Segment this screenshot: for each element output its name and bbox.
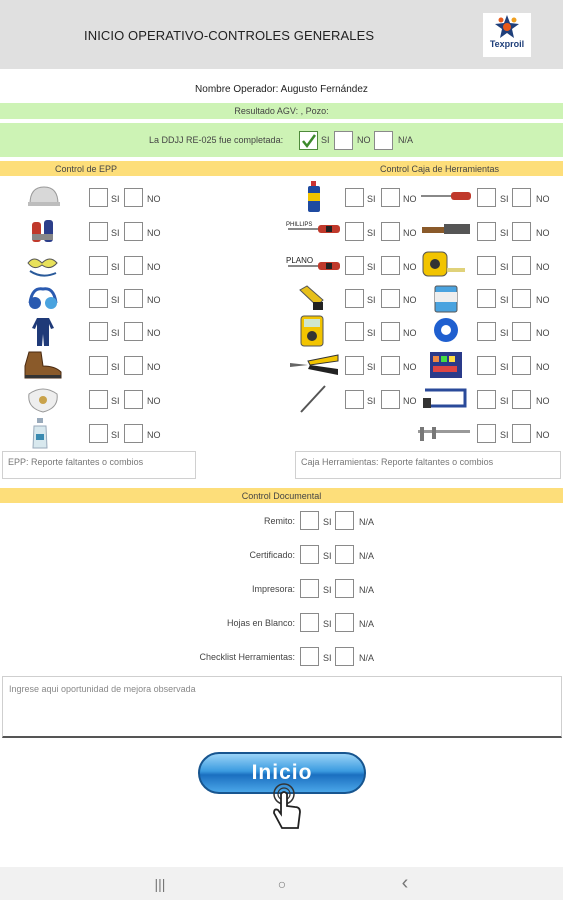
- home-nav-button[interactable]: ○: [277, 875, 287, 892]
- epp-4-no-label: NO: [147, 295, 161, 305]
- spray-bottle-icon: [31, 418, 49, 455]
- doc-impresora-na-label: N/A: [359, 585, 375, 595]
- documental-band: [0, 488, 563, 503]
- tool-l1-no-checkbox[interactable]: [381, 188, 400, 207]
- tool-r2-no-label: NO: [536, 228, 550, 238]
- tool-l3-no-label: NO: [403, 262, 417, 272]
- doc-remito-na-label: N/A: [359, 517, 375, 527]
- tool-l2-no-checkbox[interactable]: [381, 222, 400, 241]
- app-header: [0, 0, 563, 69]
- epp-5-si-label: SI: [111, 328, 120, 338]
- epp-4-no-checkbox[interactable]: [124, 289, 143, 308]
- epp-8-si-label: SI: [111, 430, 120, 440]
- phillips-screwdriver-icon: [286, 222, 342, 243]
- epp-1-si-checkbox[interactable]: [89, 188, 108, 207]
- caliper-icon: [416, 424, 472, 447]
- ddjj-na-label: N/A: [398, 135, 414, 145]
- epp-section-title: Control de EPP: [55, 164, 118, 174]
- gloves-icon: [30, 216, 56, 251]
- tool-l1-si-checkbox[interactable]: [345, 188, 364, 207]
- tool-r8-no-label: NO: [536, 430, 550, 440]
- tool-r6-no-checkbox[interactable]: [512, 356, 531, 375]
- epp-7-si-checkbox[interactable]: [89, 390, 108, 409]
- epp-5-si-checkbox[interactable]: [89, 322, 108, 341]
- doc-impresora-si-checkbox[interactable]: [300, 579, 319, 598]
- ddjj-si-checkbox[interactable]: [299, 131, 318, 150]
- doc-remito-si-checkbox[interactable]: [300, 511, 319, 530]
- epp-5-no-checkbox[interactable]: [124, 322, 143, 341]
- tool-l1-no-label: NO: [403, 194, 417, 204]
- tool-r5-no-label: NO: [536, 328, 550, 338]
- doc-checklist-si-checkbox[interactable]: [300, 647, 319, 666]
- epp-report-input[interactable]: EPP: Reporte faltantes o combios: [2, 451, 196, 479]
- coverall-icon: [31, 316, 55, 353]
- texproil-logo: [483, 13, 531, 57]
- resultado-text: Resultado AGV: , Pozo:: [234, 106, 329, 116]
- tool-r5-si-checkbox[interactable]: [477, 322, 496, 341]
- tool-l1-si-label: SI: [367, 194, 376, 204]
- tool-r6-si-checkbox[interactable]: [477, 356, 496, 375]
- tool-r3-si-checkbox[interactable]: [477, 256, 496, 275]
- tool-r3-no-label: NO: [536, 262, 550, 272]
- recents-nav-button[interactable]: |||: [154, 875, 166, 892]
- ddjj-no-label: NO: [357, 135, 371, 145]
- tool-r7-si-checkbox[interactable]: [477, 390, 496, 409]
- logo-text: Texproil: [489, 39, 525, 49]
- tool-l6-si-checkbox[interactable]: [345, 356, 364, 375]
- screwdriver-icon: [419, 189, 473, 207]
- tool-r5-si-label: SI: [500, 328, 509, 338]
- tool-l2-si-checkbox[interactable]: [345, 222, 364, 241]
- observation-textarea[interactable]: Ingrese aqui oportunidad de mejora observada: [2, 676, 562, 738]
- sealant-can-icon: [432, 282, 460, 319]
- hand-pointer-icon: [268, 780, 304, 837]
- multimeter-icon: [299, 315, 325, 352]
- checkmark-icon: [301, 133, 317, 149]
- epp-6-si-label: SI: [111, 362, 120, 372]
- tool-l7-no-label: NO: [403, 396, 417, 406]
- doc-hojas-si-checkbox[interactable]: [300, 613, 319, 632]
- tool-r1-no-checkbox[interactable]: [512, 188, 531, 207]
- tool-l5-no-checkbox[interactable]: [381, 322, 400, 341]
- resultado-band: [0, 103, 563, 119]
- doc-hojas-na-checkbox[interactable]: [335, 613, 354, 632]
- doc-certificado-na-label: N/A: [359, 551, 375, 561]
- plano-text: PLANO: [286, 256, 314, 265]
- tool-r3-si-label: SI: [500, 262, 509, 272]
- doc-remito-na-checkbox[interactable]: [335, 511, 354, 530]
- doc-hojas-si-label: SI: [323, 619, 332, 629]
- operator-name: Nombre Operador: Augusto Fernández: [195, 84, 368, 95]
- caja-report-input[interactable]: Caja Herramientas: Reporte faltantes o combios: [295, 451, 561, 479]
- doc-impresora-si-label: SI: [323, 585, 332, 595]
- epp-6-no-label: NO: [147, 362, 161, 372]
- tool-l6-si-label: SI: [367, 362, 376, 372]
- tool-r4-si-label: SI: [500, 295, 509, 305]
- system-nav-bar: [0, 867, 563, 900]
- tool-l7-no-checkbox[interactable]: [381, 390, 400, 409]
- tool-l4-no-label: NO: [403, 295, 417, 305]
- epp-caja-band: [0, 161, 563, 176]
- doc-remito-label: Remito:: [263, 516, 295, 526]
- epp-2-si-label: SI: [111, 228, 120, 238]
- back-nav-button[interactable]: ‹: [401, 872, 409, 894]
- tool-r1-si-checkbox[interactable]: [477, 188, 496, 207]
- doc-remito-si-label: SI: [323, 517, 332, 527]
- documental-section-title: Control Documental: [241, 491, 322, 501]
- doc-certificado-si-label: SI: [323, 551, 332, 561]
- epp-1-si-label: SI: [111, 194, 120, 204]
- tool-r8-no-checkbox[interactable]: [512, 424, 531, 443]
- tool-l5-no-label: NO: [403, 328, 417, 338]
- ddjj-na-checkbox[interactable]: [374, 131, 393, 150]
- ddjj-no-checkbox[interactable]: [334, 131, 353, 150]
- epp-2-no-checkbox[interactable]: [124, 222, 143, 241]
- tool-r1-no-label: NO: [536, 194, 550, 204]
- doc-hojas-label: Hojas en Blanco:: [226, 618, 295, 628]
- safety-glasses-icon: [24, 251, 60, 284]
- epp-5-no-label: NO: [147, 328, 161, 338]
- epp-7-si-label: SI: [111, 396, 120, 406]
- epp-3-no-checkbox[interactable]: [124, 256, 143, 275]
- tool-r6-si-label: SI: [500, 362, 509, 372]
- doc-certificado-label: Certificado:: [249, 550, 295, 560]
- epp-1-no-label: NO: [147, 194, 161, 204]
- doc-checklist-na-checkbox[interactable]: [335, 647, 354, 666]
- epp-6-si-checkbox[interactable]: [89, 356, 108, 375]
- tool-r4-no-label: NO: [536, 295, 550, 305]
- phillips-text: PHILLIPS: [286, 222, 313, 228]
- tool-r7-no-label: NO: [536, 396, 550, 406]
- epp-8-si-checkbox[interactable]: [89, 424, 108, 443]
- tool-l4-si-label: SI: [367, 295, 376, 305]
- ddjj-label: La DDJJ RE-025 fue completada:: [149, 135, 284, 145]
- tool-r7-no-checkbox[interactable]: [512, 390, 531, 409]
- safety-boot-icon: [21, 350, 63, 385]
- doc-checklist-na-label: N/A: [359, 653, 375, 663]
- pliers-icon: [288, 353, 340, 382]
- doc-checklist-label: Checklist Herramientas:: [199, 652, 295, 662]
- wd40-spray-icon: [306, 181, 322, 218]
- flat-screwdriver-icon: [286, 256, 342, 279]
- tool-r4-si-checkbox[interactable]: [477, 289, 496, 308]
- epp-3-si-checkbox[interactable]: [89, 256, 108, 275]
- ddjj-si-label: SI: [321, 135, 330, 145]
- ddjj-band: [0, 123, 563, 157]
- insulating-tape-icon: [432, 316, 460, 349]
- tool-r1-si-label: SI: [500, 194, 509, 204]
- respirator-mask-icon: [24, 384, 62, 419]
- tool-r6-no-label: NO: [536, 362, 550, 372]
- tool-l4-si-checkbox[interactable]: [345, 289, 364, 308]
- tool-l6-no-checkbox[interactable]: [381, 356, 400, 375]
- doc-checklist-si-label: SI: [323, 653, 332, 663]
- tool-l7-si-checkbox[interactable]: [345, 390, 364, 409]
- wire-brush-icon: [420, 221, 472, 244]
- tool-l2-si-label: SI: [367, 228, 376, 238]
- tool-l3-si-checkbox[interactable]: [345, 256, 364, 275]
- tool-r8-si-checkbox[interactable]: [477, 424, 496, 443]
- doc-certificado-si-checkbox[interactable]: [300, 545, 319, 564]
- tool-l5-si-label: SI: [367, 328, 376, 338]
- socket-set-icon: [428, 350, 464, 385]
- scribe-icon: [299, 384, 327, 419]
- tool-l6-no-label: NO: [403, 362, 417, 372]
- tape-measure-icon: [421, 250, 467, 283]
- helmet-icon: [27, 184, 61, 213]
- tool-r4-no-checkbox[interactable]: [512, 289, 531, 308]
- tool-l3-no-checkbox[interactable]: [381, 256, 400, 275]
- tool-l5-si-checkbox[interactable]: [345, 322, 364, 341]
- hacksaw-icon: [421, 386, 469, 415]
- epp-7-no-checkbox[interactable]: [124, 390, 143, 409]
- epp-6-no-checkbox[interactable]: [124, 356, 143, 375]
- epp-8-no-checkbox[interactable]: [124, 424, 143, 443]
- page-title: INICIO OPERATIVO-CONTROLES GENERALES: [84, 28, 375, 43]
- epp-4-si-label: SI: [111, 295, 120, 305]
- tool-r7-si-label: SI: [500, 396, 509, 406]
- doc-impresora-na-checkbox[interactable]: [335, 579, 354, 598]
- tool-l3-si-label: SI: [367, 262, 376, 272]
- inicio-button-label: Inicio: [251, 761, 313, 784]
- tool-r2-si-checkbox[interactable]: [477, 222, 496, 241]
- tool-r8-si-label: SI: [500, 430, 509, 440]
- tool-r2-si-label: SI: [500, 228, 509, 238]
- tool-r5-no-checkbox[interactable]: [512, 322, 531, 341]
- epp-1-no-checkbox[interactable]: [124, 188, 143, 207]
- allen-keys-icon: [297, 284, 327, 319]
- epp-3-no-label: NO: [147, 262, 161, 272]
- logo-star-icon: [495, 15, 519, 39]
- epp-3-si-label: SI: [111, 262, 120, 272]
- epp-7-no-label: NO: [147, 396, 161, 406]
- doc-impresora-label: Impresora:: [251, 584, 295, 594]
- ear-protection-icon: [26, 285, 60, 316]
- doc-hojas-na-label: N/A: [359, 619, 375, 629]
- tool-l2-no-label: NO: [403, 228, 417, 238]
- epp-8-no-label: NO: [147, 430, 161, 440]
- tool-r3-no-checkbox[interactable]: [512, 256, 531, 275]
- epp-2-si-checkbox[interactable]: [89, 222, 108, 241]
- doc-certificado-na-checkbox[interactable]: [335, 545, 354, 564]
- caja-section-title: Control Caja de Herramientas: [380, 164, 500, 174]
- tool-r2-no-checkbox[interactable]: [512, 222, 531, 241]
- epp-2-no-label: NO: [147, 228, 161, 238]
- epp-4-si-checkbox[interactable]: [89, 289, 108, 308]
- tool-l4-no-checkbox[interactable]: [381, 289, 400, 308]
- tool-l7-si-label: SI: [367, 396, 376, 406]
